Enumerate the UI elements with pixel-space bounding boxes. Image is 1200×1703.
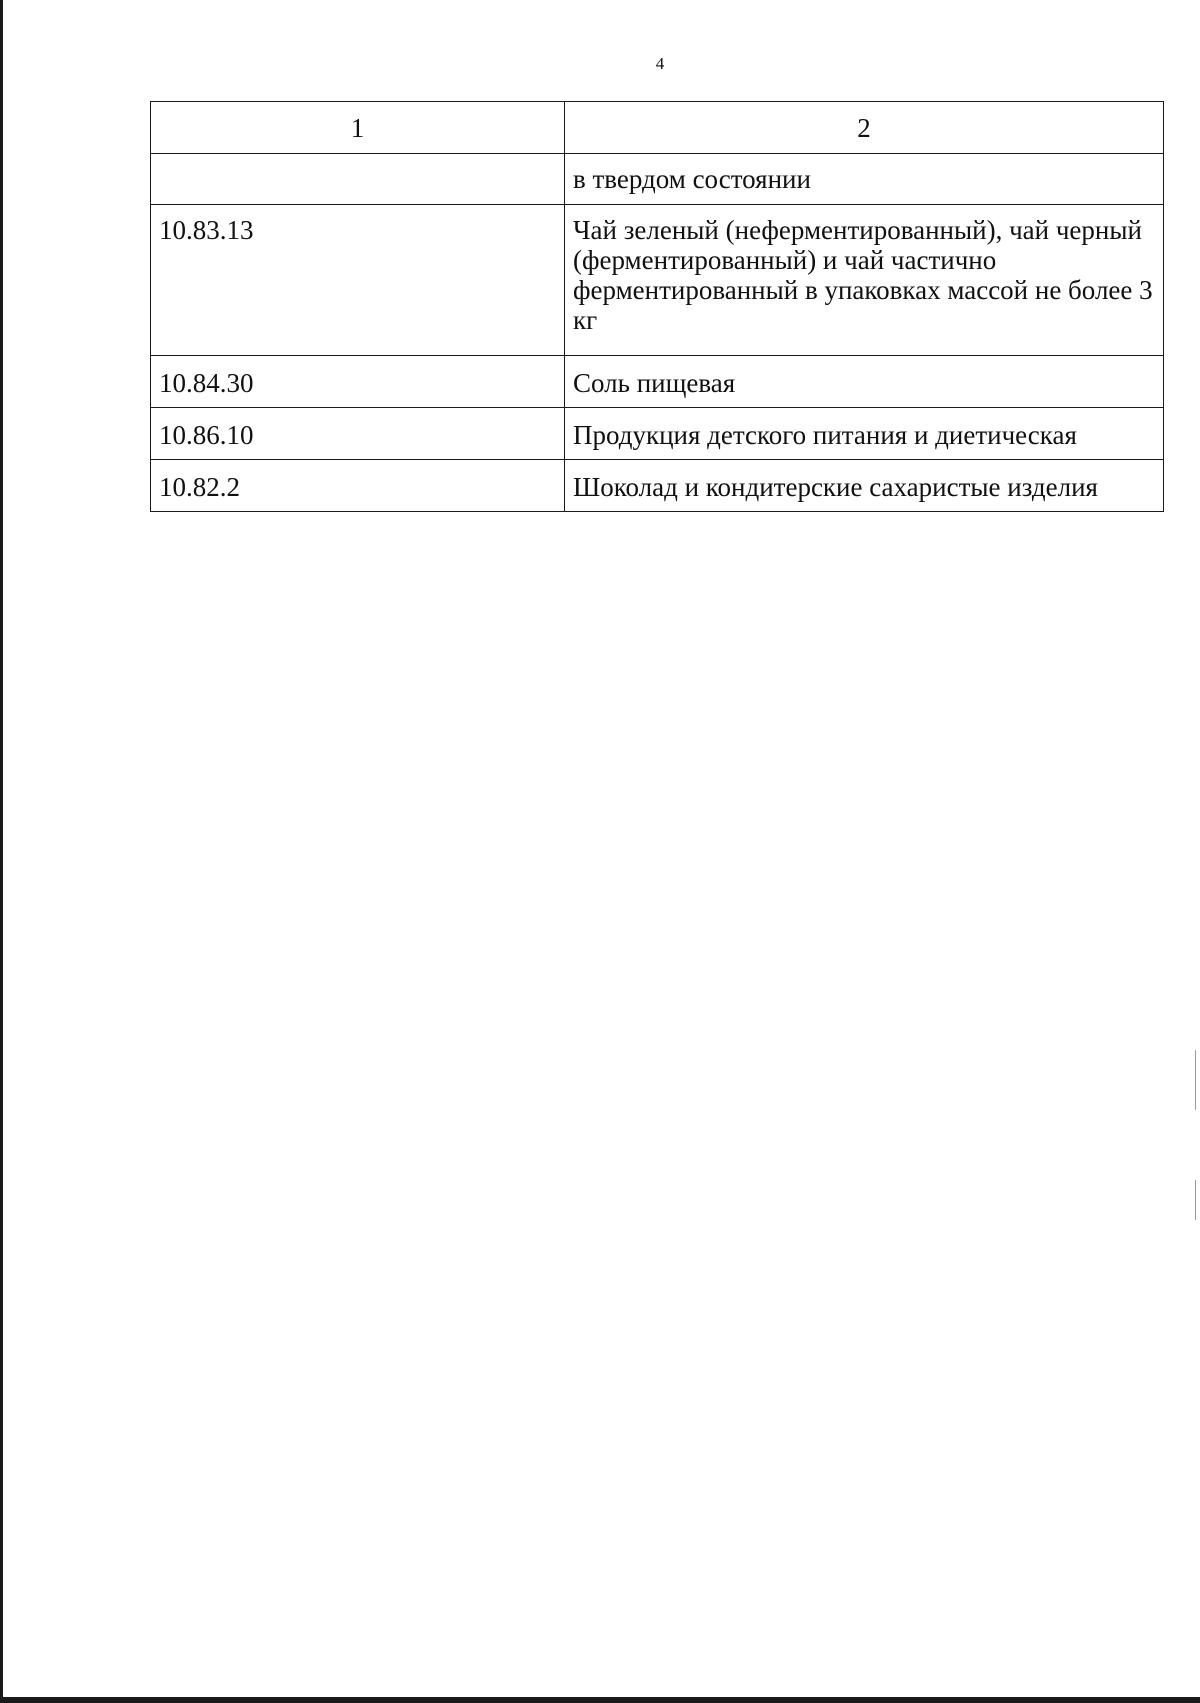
name-cell: Шоколад и кондитерские сахаристые изделия [565, 460, 1164, 512]
name-cell: в твердом состоянии [565, 154, 1164, 205]
code-cell [151, 154, 565, 205]
scan-border-left [0, 0, 3, 1703]
table-row [151, 356, 1164, 408]
table-row [151, 460, 1164, 512]
code-cell: 10.84.30 [151, 356, 565, 408]
name-cell: Продукция детского питания и диетическая [565, 408, 1164, 460]
scan-border-bottom [0, 1697, 1200, 1703]
code-cell: 10.86.10 [151, 408, 565, 460]
scan-artifact [1195, 1050, 1196, 1110]
page-number: 4 [655, 54, 665, 73]
column-header-1: 1 [151, 102, 565, 154]
code-cell: 10.82.2 [151, 460, 565, 512]
table-row [151, 408, 1164, 460]
classification-table [150, 101, 1164, 512]
code-cell: 10.83.13 [151, 205, 565, 356]
table-header-row [151, 102, 1164, 154]
table-row [151, 205, 1164, 356]
scan-artifact [1195, 1180, 1196, 1220]
column-header-2: 2 [565, 102, 1164, 154]
table-row [151, 154, 1164, 205]
name-cell: Соль пищевая [565, 356, 1164, 408]
name-cell: Чай зеленый (неферментированный), чай черный (ферментированный) и чай частично ферментированный в упаковках массой не более 3 кг [565, 205, 1164, 356]
